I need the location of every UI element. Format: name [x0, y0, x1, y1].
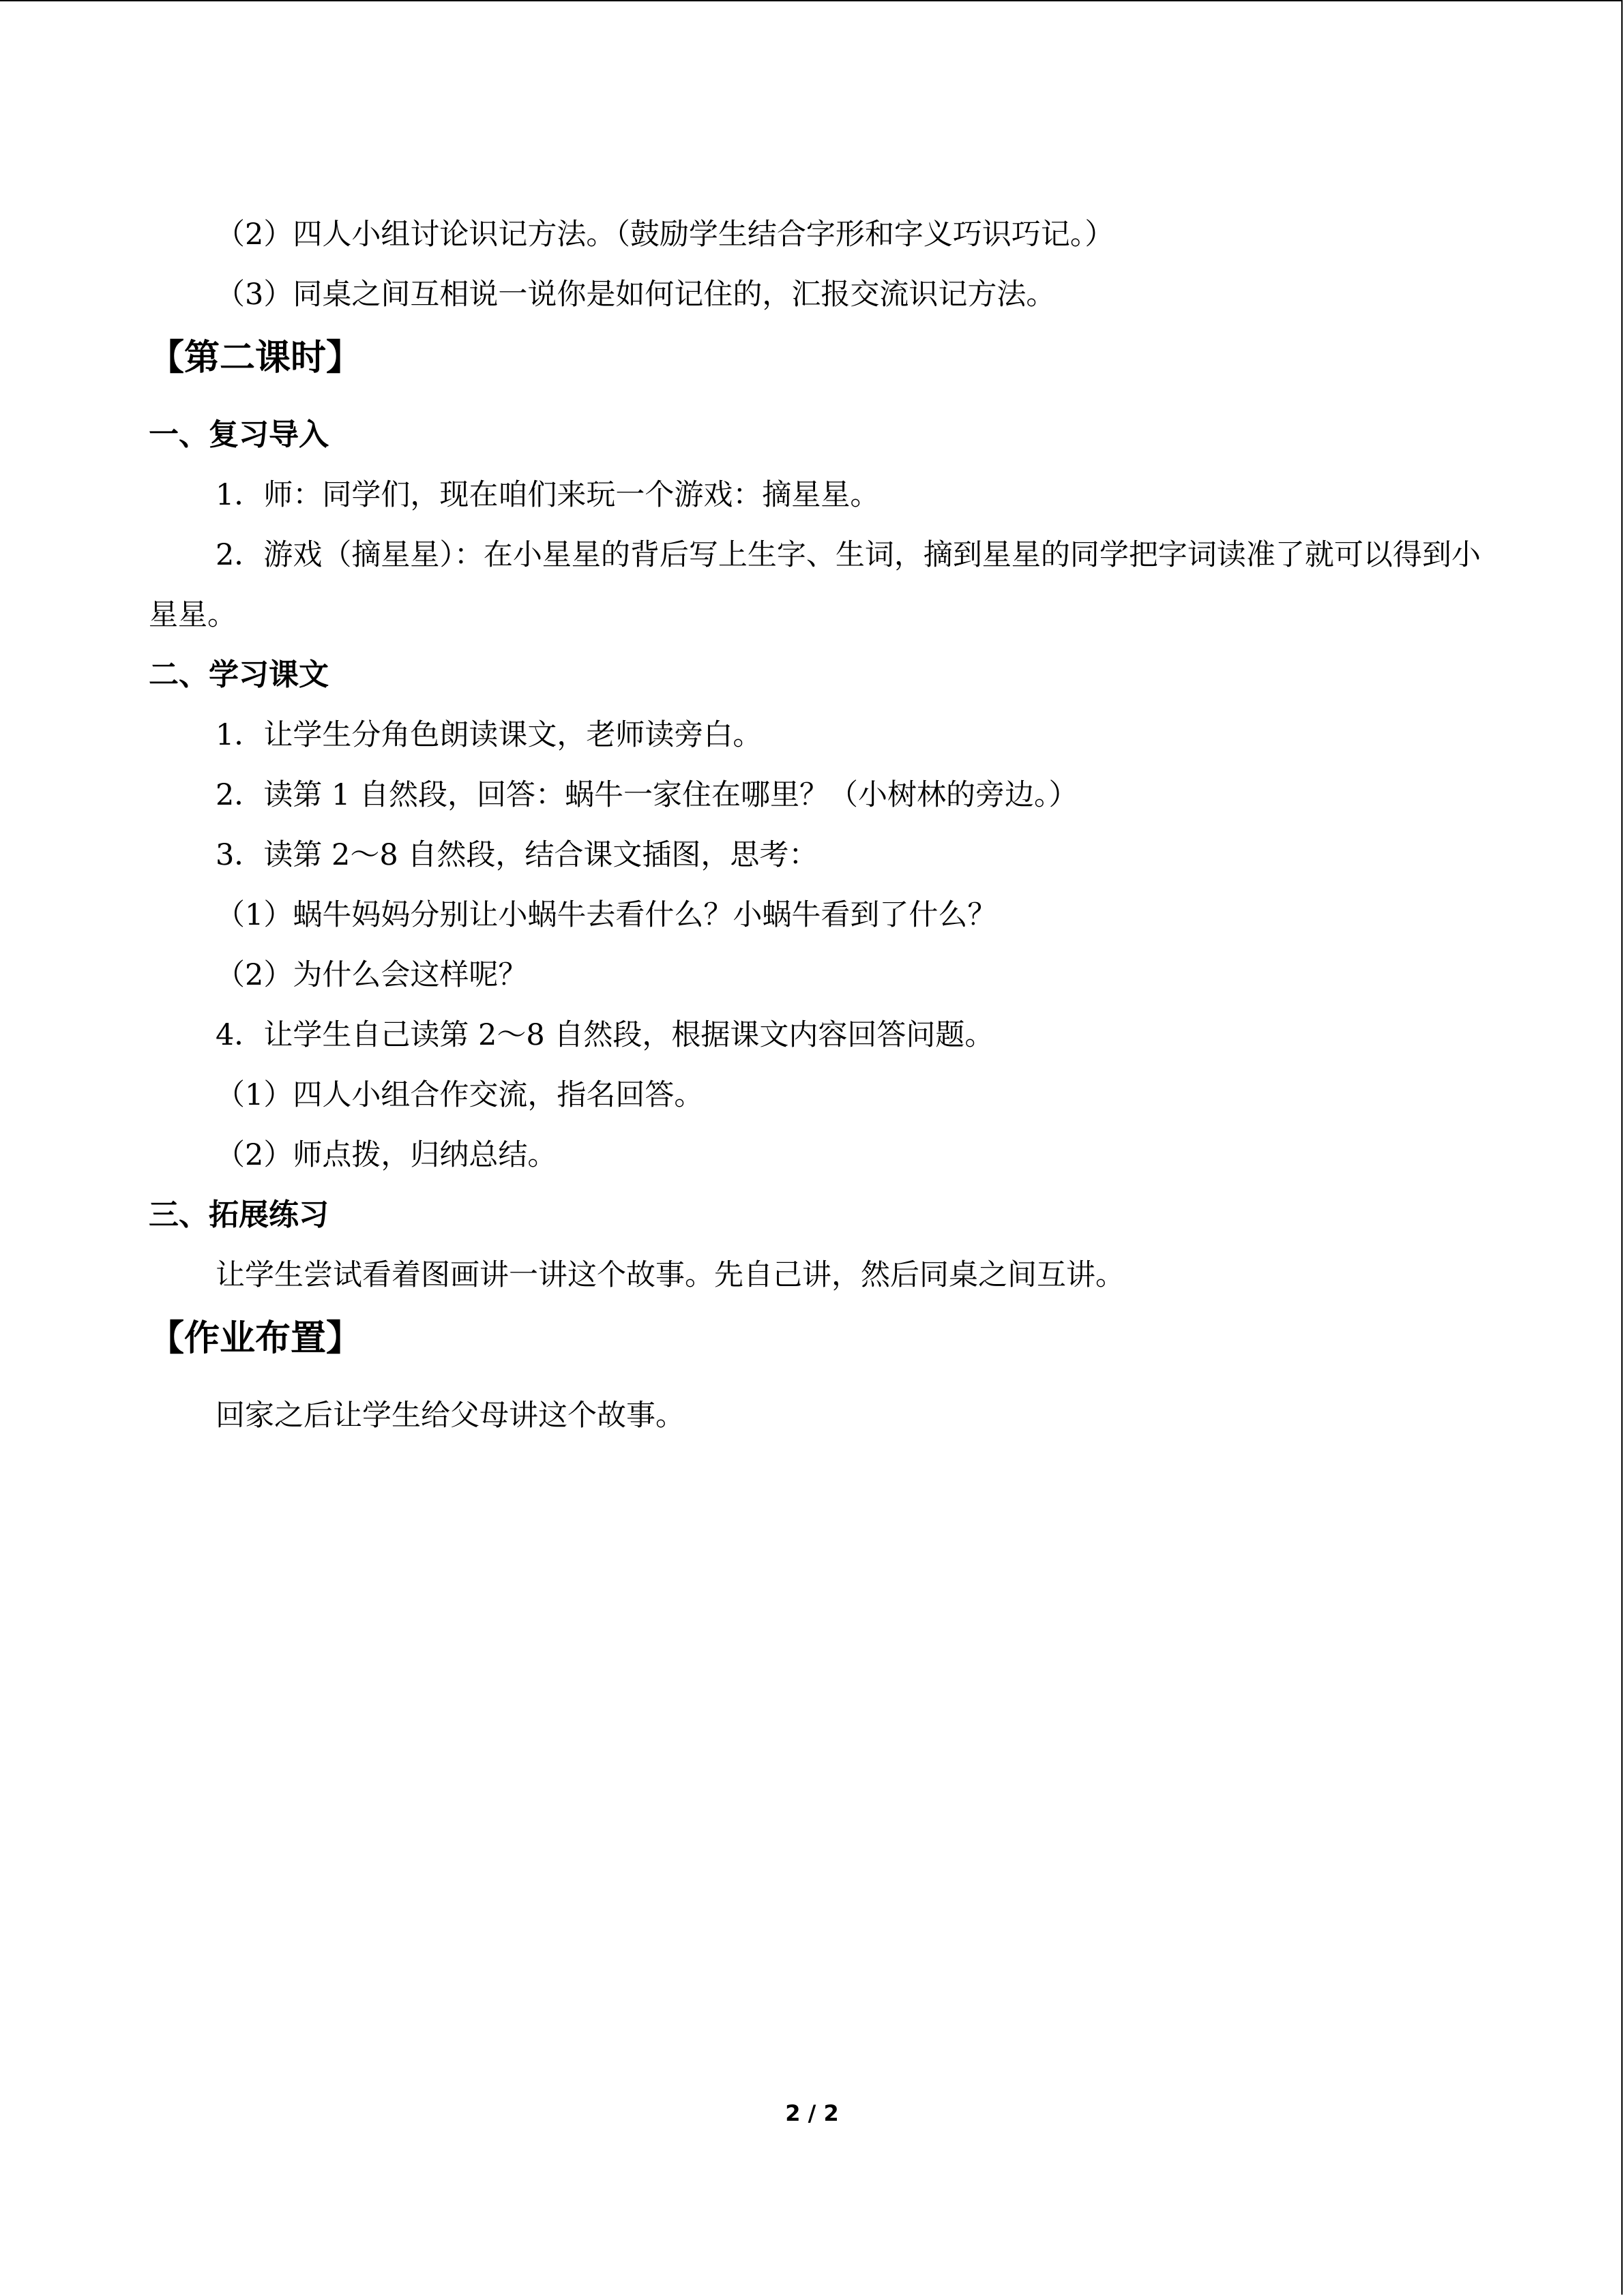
review-item-2: 2．游戏（摘星星）：在小星星的背后写上生字、生词，摘到星星的同学把字词读准了就可以得到小星星。 [149, 538, 1481, 632]
homework-text: 回家之后让学生给父母讲这个故事。 [216, 1399, 685, 1433]
study-item-3-sub-2: （2）为什么会这样呢？ [216, 958, 528, 992]
study-item-3: 3．读第 2～8 自然段，结合课文插图，思考： [216, 838, 818, 872]
review-item-1: 1．师：同学们，现在咱们来玩一个游戏：摘星星。 [216, 478, 880, 512]
study-item-2: 2．读第 1 自然段，回答：蜗牛一家住在哪里？（小树林的旁边。） [216, 778, 1078, 812]
extension-text: 让学生尝试看着图画讲一讲这个故事。先自己讲，然后同桌之间互讲。 [216, 1258, 1125, 1292]
study-item-4-sub-1: （1）四人小组合作交流，指名回答。 [216, 1078, 704, 1112]
study-item-4-sub-2: （2）师点拨，归纳总结。 [216, 1138, 557, 1172]
section-extension-heading: 三、拓展练习 [149, 1197, 329, 1232]
document-body [149, 205, 1486, 1446]
study-item-3-sub-1: （1）蜗牛妈妈分别让小蜗牛去看什么？小蜗牛看到了什么？ [216, 898, 997, 932]
method-discussion-line: （2）四人小组讨论识记方法。（鼓励学生结合字形和字义巧识巧记。） [216, 218, 1114, 252]
method-report-line: （3）同桌之间互相说一说你是如何记住的，汇报交流识记方法。 [216, 278, 1056, 312]
lesson2-title: 【第二课时】 [149, 338, 362, 378]
homework-title: 【作业布置】 [149, 1318, 362, 1359]
section-study-heading: 二、学习课文 [149, 657, 329, 692]
study-item-4: 4．让学生自己读第 2～8 自然段，根据课文内容回答问题。 [216, 1018, 994, 1052]
page-number: 2 / 2 [785, 2100, 839, 2126]
section-review-heading: 一、复习导入 [149, 417, 329, 452]
study-item-1: 1．让学生分角色朗读课文，老师读旁白。 [216, 718, 763, 752]
